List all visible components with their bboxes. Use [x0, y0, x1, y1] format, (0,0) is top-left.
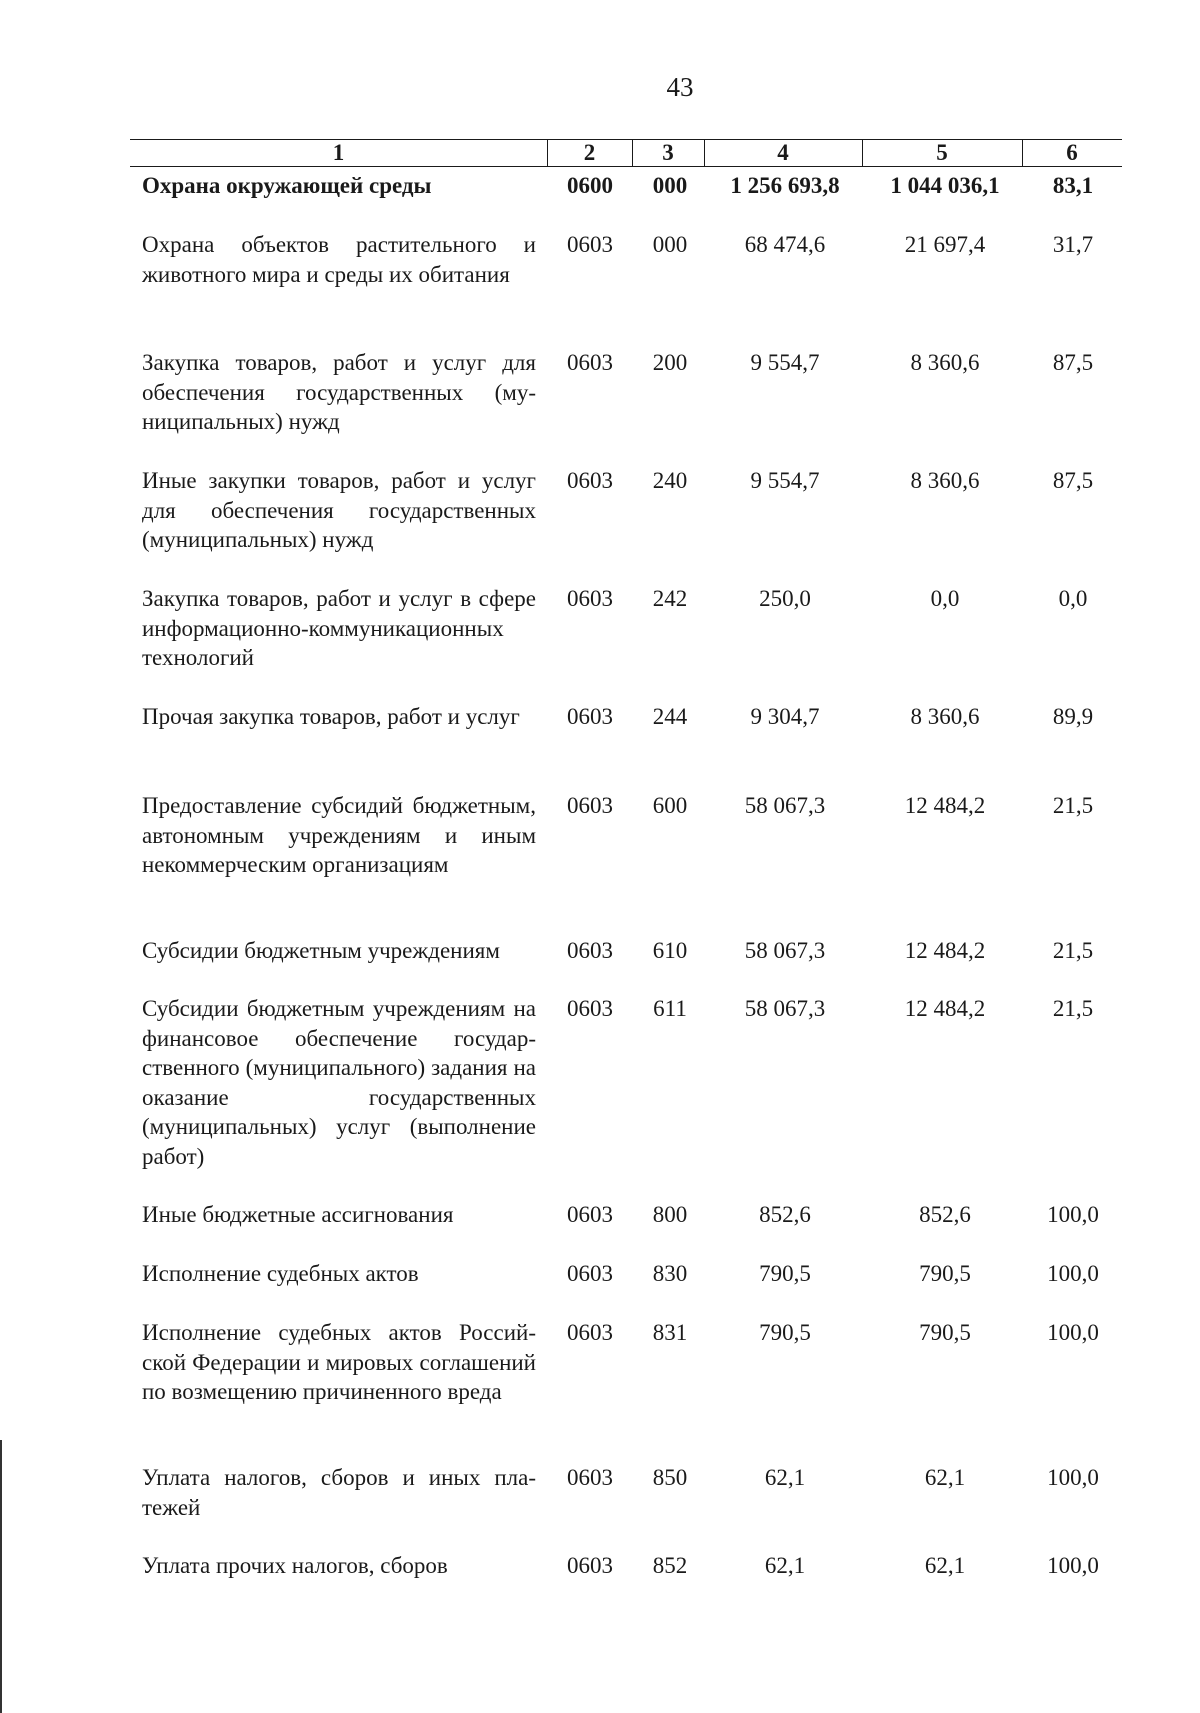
row-expense-code: 200 [652, 350, 688, 375]
column-header-1: 1 [332, 140, 345, 165]
row-name: Иные закупки товаров, работ и услуг для обеспечения государственных (муниципальных) нужд [142, 468, 536, 552]
row-value-col6: 100,0 [1047, 1320, 1099, 1345]
row-value-col4: 62,1 [764, 1465, 806, 1490]
header-bottom-rule [130, 166, 1122, 167]
column-header-4: 4 [777, 140, 789, 165]
row-section-code: 0603 [567, 1320, 613, 1345]
row-value-col4: 58 067,3 [744, 938, 826, 963]
row-name: Прочая закупка товаров, работ и услуг [142, 704, 520, 729]
row-expense-code: 242 [652, 586, 688, 611]
row-value-col5: 12 484,2 [904, 996, 986, 1021]
row-name: Уплата прочих налогов, сборов [142, 1553, 448, 1578]
row-section-code: 0603 [567, 468, 613, 493]
row-value-col6: 87,5 [1052, 350, 1094, 375]
row-name: Закупка товаров, работ и услуг в сфере информационно-коммуникационных технологий [142, 586, 536, 670]
row-name: Субсидии бюджетным учреждениям [142, 938, 500, 963]
row-value-col4: 58 067,3 [744, 793, 826, 818]
row-section-code: 0603 [567, 704, 613, 729]
row-value-col6: 21,5 [1052, 793, 1094, 818]
row-value-col4: 1 256 693,8 [730, 173, 840, 198]
row-section-code: 0600 [567, 173, 613, 198]
row-value-col6: 100,0 [1047, 1202, 1099, 1227]
row-expense-code: 000 [652, 173, 688, 198]
row-expense-code: 831 [652, 1320, 688, 1345]
row-section-code: 0603 [567, 793, 613, 818]
row-expense-code: 800 [652, 1202, 688, 1227]
row-value-col6: 87,5 [1052, 468, 1094, 493]
row-value-col4: 9 554,7 [750, 468, 820, 493]
row-value-col5: 790,5 [919, 1320, 971, 1345]
row-name: Иные бюджетные ассигнования [142, 1202, 454, 1227]
row-value-col6: 0,0 [1058, 586, 1088, 611]
row-value-col6: 89,9 [1052, 704, 1094, 729]
page-number: 43 [666, 72, 694, 102]
column-header-3: 3 [662, 140, 674, 165]
row-expense-code: 240 [652, 468, 688, 493]
row-value-col4: 9 554,7 [750, 350, 820, 375]
row-name: Закупка товаров, работ и услуг для обеспечения государственных (муниципальных) нужд [142, 350, 536, 434]
column-header-5: 5 [936, 140, 948, 165]
row-section-code: 0603 [567, 232, 613, 257]
row-expense-code: 600 [652, 793, 688, 818]
row-section-code: 0603 [567, 938, 613, 963]
column-header-2: 2 [583, 140, 596, 165]
row-section-code: 0603 [567, 1465, 613, 1490]
row-name: Исполнение судебных актов Российской Федерации и мировых соглашений по возмещению причиненного вреда [142, 1320, 536, 1404]
row-section-code: 0603 [567, 586, 613, 611]
row-value-col4: 62,1 [764, 1553, 806, 1578]
row-expense-code: 852 [652, 1553, 688, 1578]
row-name: Субсидии бюджетным учреждениям на финансовое обеспечение государственного (муниципального) задания на оказание государственных (муниципальных) услуг (выполнение работ) [142, 996, 536, 1169]
row-value-col4: 68 474,6 [744, 232, 826, 257]
row-value-col5: 8 360,6 [910, 468, 980, 493]
row-value-col4: 790,5 [759, 1261, 811, 1286]
row-name: Охрана окружающей среды [142, 173, 432, 198]
row-section-code: 0603 [567, 350, 613, 375]
row-value-col5: 21 697,4 [904, 232, 986, 257]
row-name: Уплата налогов, сборов и иных платежей [142, 1465, 536, 1520]
row-name: Предоставление субсидий бюджетным, автономным учреждениям и иным некоммерческим организациям [142, 793, 536, 877]
row-value-col5: 8 360,6 [910, 704, 980, 729]
scan-edge [0, 1440, 2, 1713]
row-expense-code: 000 [652, 232, 688, 257]
row-value-col5: 0,0 [930, 586, 960, 611]
row-value-col4: 250,0 [759, 586, 811, 611]
row-expense-code: 850 [652, 1465, 688, 1490]
row-value-col5: 852,6 [919, 1202, 971, 1227]
row-value-col5: 790,5 [919, 1261, 971, 1286]
row-value-col4: 852,6 [759, 1202, 811, 1227]
row-value-col4: 790,5 [759, 1320, 811, 1345]
row-name: Охрана объектов растительного и животного мира и среды их обитания [142, 232, 536, 287]
row-value-col5: 12 484,2 [904, 938, 986, 963]
row-value-col5: 62,1 [924, 1465, 966, 1490]
row-value-col5: 12 484,2 [904, 793, 986, 818]
row-value-col6: 31,7 [1052, 232, 1094, 257]
row-name: Исполнение судебных актов [142, 1261, 419, 1286]
row-value-col4: 9 304,7 [750, 704, 820, 729]
column-header-6: 6 [1066, 140, 1078, 165]
row-section-code: 0603 [567, 996, 613, 1021]
row-section-code: 0603 [567, 1553, 613, 1578]
row-value-col6: 100,0 [1047, 1261, 1099, 1286]
row-value-col6: 21,5 [1052, 938, 1094, 963]
row-value-col5: 1 044 036,1 [890, 173, 1000, 198]
row-expense-code: 244 [652, 704, 688, 729]
row-expense-code: 830 [652, 1261, 688, 1286]
row-value-col4: 58 067,3 [744, 996, 826, 1021]
row-expense-code: 610 [652, 938, 688, 963]
row-value-col6: 21,5 [1052, 996, 1094, 1021]
row-section-code: 0603 [567, 1202, 613, 1227]
row-value-col5: 8 360,6 [910, 350, 980, 375]
row-value-col5: 62,1 [924, 1553, 966, 1578]
row-expense-code: 611 [653, 996, 687, 1021]
row-value-col6: 100,0 [1047, 1465, 1099, 1490]
row-value-col6: 83,1 [1052, 173, 1094, 198]
row-section-code: 0603 [567, 1261, 613, 1286]
row-value-col6: 100,0 [1047, 1553, 1099, 1578]
